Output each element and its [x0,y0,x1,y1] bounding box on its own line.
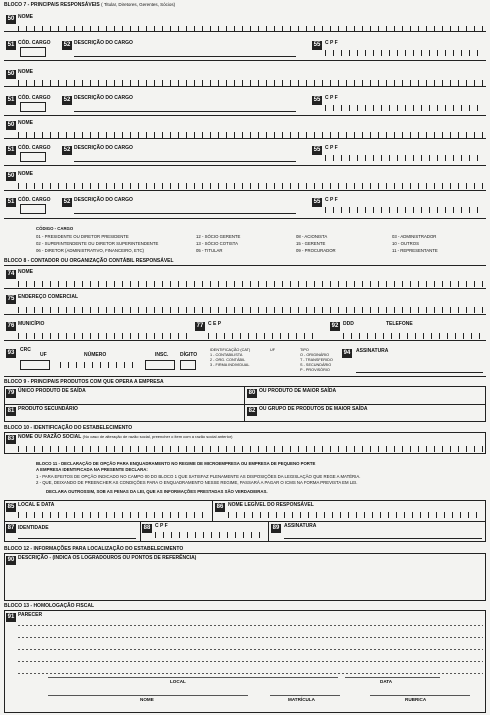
field-number: 52 [63,42,71,48]
local-line[interactable] [48,677,338,678]
bloco11-item1: 1 - PARA EFEITOS DE OPÇÃO INDICADO NO CAMPO 00 DO BLOCO 1 QUE SATISFAZ PLENAMENTE AS DISPOSIÇÕES DA LEGISLAÇÃO QUE REGE A MATÉRIA. [36,474,361,479]
descricao-label: DESCRIÇÃO DO CARGO [74,95,133,101]
parecer-line[interactable] [18,625,483,626]
codigo-item: 11 - REPRESENTANTE [392,248,438,253]
codigo-cargo-title: CÓDIGO - CARGO [36,226,74,231]
indicador-item: 1 - CONTABILISTA [210,353,243,357]
secundario-label: PRODUTO SECUNDÁRIO [18,406,78,412]
bloco12-title: BLOCO 12 - INFORMAÇÕES PARA LOCALIZAÇÃO DO ESTABELECIMENTO [4,546,184,552]
local-label: LOCAL [170,679,186,684]
matricula-line[interactable] [270,695,340,696]
legend-item: P - PROVISÓRIO [300,368,330,372]
cpf-field[interactable] [325,155,483,161]
unico-produto-label: ÚNICO PRODUTO DE SAÍDA [18,388,86,394]
descricao-field[interactable] [74,56,296,57]
field-number: 51 [7,42,15,48]
field-number: 93 [7,350,15,356]
bloco7-title: BLOCO 7 - PRINCIPAIS RESPONSÁVEIS ( Titular, Diretores, Gerentes, Sócios) [4,2,176,8]
field-number: 55 [313,97,321,103]
cpf-field[interactable] [325,50,483,56]
field-number: 75 [7,296,15,302]
parecer-line[interactable] [18,673,483,674]
codigo-item: 09 - PROCURADOR [296,248,336,253]
cpf-label: C P F [155,523,168,529]
field-number: 80 [248,390,256,396]
codigo-item: 01 - PRESIDENTE OU DIRETOR PRESIDENTE [36,234,129,239]
bloco11-line2: A EMPRESA IDENTIFICADA NA PRESENTE DECLARA: [36,467,148,472]
cod-cargo-field[interactable] [20,102,46,112]
municipio-field[interactable] [18,333,190,339]
endereco-field[interactable] [18,307,483,313]
cpf-label: C P F [325,95,338,101]
field-number: 94 [343,350,351,356]
field-number: 55 [313,199,321,205]
cpf-field[interactable] [325,207,483,213]
descricao-field[interactable] [18,565,483,599]
nome-label: NOME [18,120,33,126]
parecer-line[interactable] [18,637,483,638]
tipo-label: INSC. [155,352,169,358]
field-number: 91 [7,614,15,620]
rubrica-label: RUBRICA [405,697,427,702]
uf-label: UF [40,352,47,358]
codigo-item: 05 - TITULAR [196,248,223,253]
field-number: 55 [313,42,321,48]
assinatura-label: ASSINATURA [356,348,389,354]
maior-saida-label: OU PRODUTO DE MAIOR SAÍDA [259,388,337,394]
nome-responsavel-label: NOME LEGÍVEL DO RESPONSÁVEL [228,502,314,508]
legend-item: O - ORIGINÁRIO [300,353,330,357]
field-number: 50 [7,16,15,22]
contador-nome-field[interactable] [18,281,483,287]
cod-cargo-field[interactable] [20,47,46,57]
data-line[interactable] [345,677,440,678]
cod-cargo-label: CÓD. CARGO [18,197,51,203]
field-number: 88 [143,525,151,531]
identidade-label: IDENTIDADE [18,525,49,531]
descricao-label: DESCRIÇÃO DO CARGO [74,197,133,203]
cpf-label: C P F [325,40,338,46]
field-number: 77 [196,323,204,329]
crc-numero-field[interactable] [60,362,138,368]
cep-field[interactable] [208,333,320,339]
field-number: 51 [7,199,15,205]
assinatura-label: ASSINATURA [284,523,317,529]
codigo-item: 08 - ACIONISTA [296,234,328,239]
crc-uf-field[interactable] [20,360,50,370]
cod-cargo-label: CÓD. CARGO [18,40,51,46]
telefone-label: TELEFONE [386,321,413,327]
field-number: 55 [313,147,321,153]
field-number: 51 [7,147,15,153]
field-number: 86 [216,504,224,510]
crc-digito-field[interactable] [180,360,196,370]
indicador-item: 2 - ORG. CONTÁBIL [210,358,246,362]
grupo-produtos-label: OU GRUPO DE PRODUTOS DE MAIOR SAÍDA [259,406,368,412]
codigo-item: 03 - ADMINISTRADOR [392,234,437,239]
legend-item: T - TRANSFERIDO [300,358,333,362]
legend-item: S - SECUNDÁRIO [300,363,332,367]
indicador-item: 3 - FIRMA INDIVIDUAL [210,363,250,367]
bloco11-item2: 2 - QUE, DEIXANDO DE PREENCHER AS CONDIÇÕES PARA O ENQUADRAMENTO NESSE REGIME, PASSARÁ A PAGAR O ICMS NA FORMA PREVISTA EM LEI. [36,480,358,485]
data-label: DATA [380,679,393,684]
bloco13-title: BLOCO 13 - HOMOLOGAÇÃO FISCAL [4,603,94,609]
field-number: 52 [63,199,71,205]
razao-social-label: NOME OU RAZÃO SOCIAL (No caso de alteração de razão social, preencher o item com a razão social anterior) [18,434,233,440]
bloco9-title: BLOCO 9 - PRINCIPAIS PRODUTOS COM QUE OPERA A EMPRESA [4,379,164,385]
rubrica-line[interactable] [370,695,470,696]
nome-label: NOME [18,14,33,20]
parecer-line[interactable] [18,661,483,662]
identidade-field[interactable] [18,538,136,539]
field-number: 89 [272,525,280,531]
field-number: 76 [7,323,15,329]
assinatura-field[interactable] [284,538,482,539]
nome-line[interactable] [48,695,248,696]
municipio-label: MUNICÍPIO [18,321,45,327]
bloco11-title: BLOCO 11 - DECLARAÇÃO DE OPÇÃO PARA ENQUADRAMENTO NO REGIME DE MICROEMPRESA OU EMPRESA DE PEQUENO PORTE [36,461,316,466]
field-number: 82 [248,408,256,414]
field-number: 52 [63,97,71,103]
cpf-label: C P F [325,197,338,203]
cpf-label: C P F [325,145,338,151]
crc-label: CRC [20,347,31,353]
field-number: 74 [7,271,15,277]
field-number: 90 [7,557,15,563]
nome-field[interactable] [18,183,483,189]
ddd-label: DDD [343,321,354,327]
codigo-item: 13 - SÓCIO COTISTA [196,241,238,246]
endereco-label: ENDEREÇO COMERCIAL [18,294,79,300]
numero-label: NÚMERO [84,352,107,358]
legend-tipo: TIPO [300,348,309,352]
field-number: 85 [7,504,15,510]
descricao-label: DESCRIÇÃO DO CARGO [74,40,133,46]
cod-cargo-label: CÓD. CARGO [18,145,51,151]
codigo-item: 15 - GERENTE [296,241,326,246]
codigo-item: 06 - DIRETOR (ADMINISTRATIVO, FINANCEIRO, ETC) [36,248,144,253]
cpf-field[interactable] [155,532,265,538]
parecer-label: PARECER [18,612,43,618]
field-number: 92 [331,323,339,329]
descricao-label: DESCRIÇÃO - (INDICA OS LOGRADOUROS OU PONTOS DE REFERÊNCIA) [18,555,197,561]
nome-responsavel-field[interactable] [228,512,483,518]
field-number: 50 [7,71,15,77]
field-number: 87 [7,525,15,531]
field-number: 50 [7,173,15,179]
codigo-item: 02 - SUPERINTENDENTE OU DIRETOR SUPERINTENDENTE [36,241,159,246]
field-number: 81 [7,408,15,414]
bloco10-title: BLOCO 10 - IDENTIFICAÇÃO DO ESTABELECIMENTO [4,425,133,431]
cod-cargo-label: CÓD. CARGO [18,95,51,101]
descricao-field[interactable] [74,161,296,162]
razao-social-field[interactable] [18,446,483,452]
cod-cargo-field[interactable] [20,152,46,162]
cpf-field[interactable] [325,105,483,111]
crc-tipo-field[interactable] [145,360,175,370]
field-number: 51 [7,97,15,103]
descricao-field[interactable] [74,213,296,214]
descricao-field[interactable] [74,111,296,112]
field-number: 83 [7,436,15,442]
field-number: 79 [7,390,15,396]
legend-uf: UF [270,348,276,352]
bloco8-title: BLOCO 8 - CONTADOR OU ORGANIZAÇÃO CONTÁBIL RESPONSÁVEL [4,258,174,264]
local-data-label: LOCAL E DATA [18,502,55,508]
field-number: 50 [7,122,15,128]
cep-label: C E P [208,321,222,327]
nome-label: NOME [18,171,33,177]
codigo-item: 12 - SÓCIO GERENTE [196,234,241,239]
field-number: 52 [63,147,71,153]
telefone-field[interactable] [343,333,483,339]
matricula-label: MATRÍCULA [288,697,315,702]
digito-label: DÍGITO [180,352,198,358]
nome-label: NOME [18,69,33,75]
nome-label: NOME [140,697,154,702]
cod-cargo-field[interactable] [20,204,46,214]
descricao-label: DESCRIÇÃO DO CARGO [74,145,133,151]
indicador-title: IDENTIFICAÇÃO (CAT) [210,348,251,352]
contador-nome-label: NOME [18,269,33,275]
assinatura-field[interactable] [356,372,483,373]
local-data-field[interactable] [18,512,208,518]
parecer-line[interactable] [18,649,483,650]
bloco11-declara: DECLARA OUTROSSIM, SOB AS PENAS DA LEI, QUE AS INFORMAÇÕES PRESTADAS SÃO VERDADEIRAS. [46,489,268,494]
codigo-item: 10 - OUTROS [392,241,419,246]
